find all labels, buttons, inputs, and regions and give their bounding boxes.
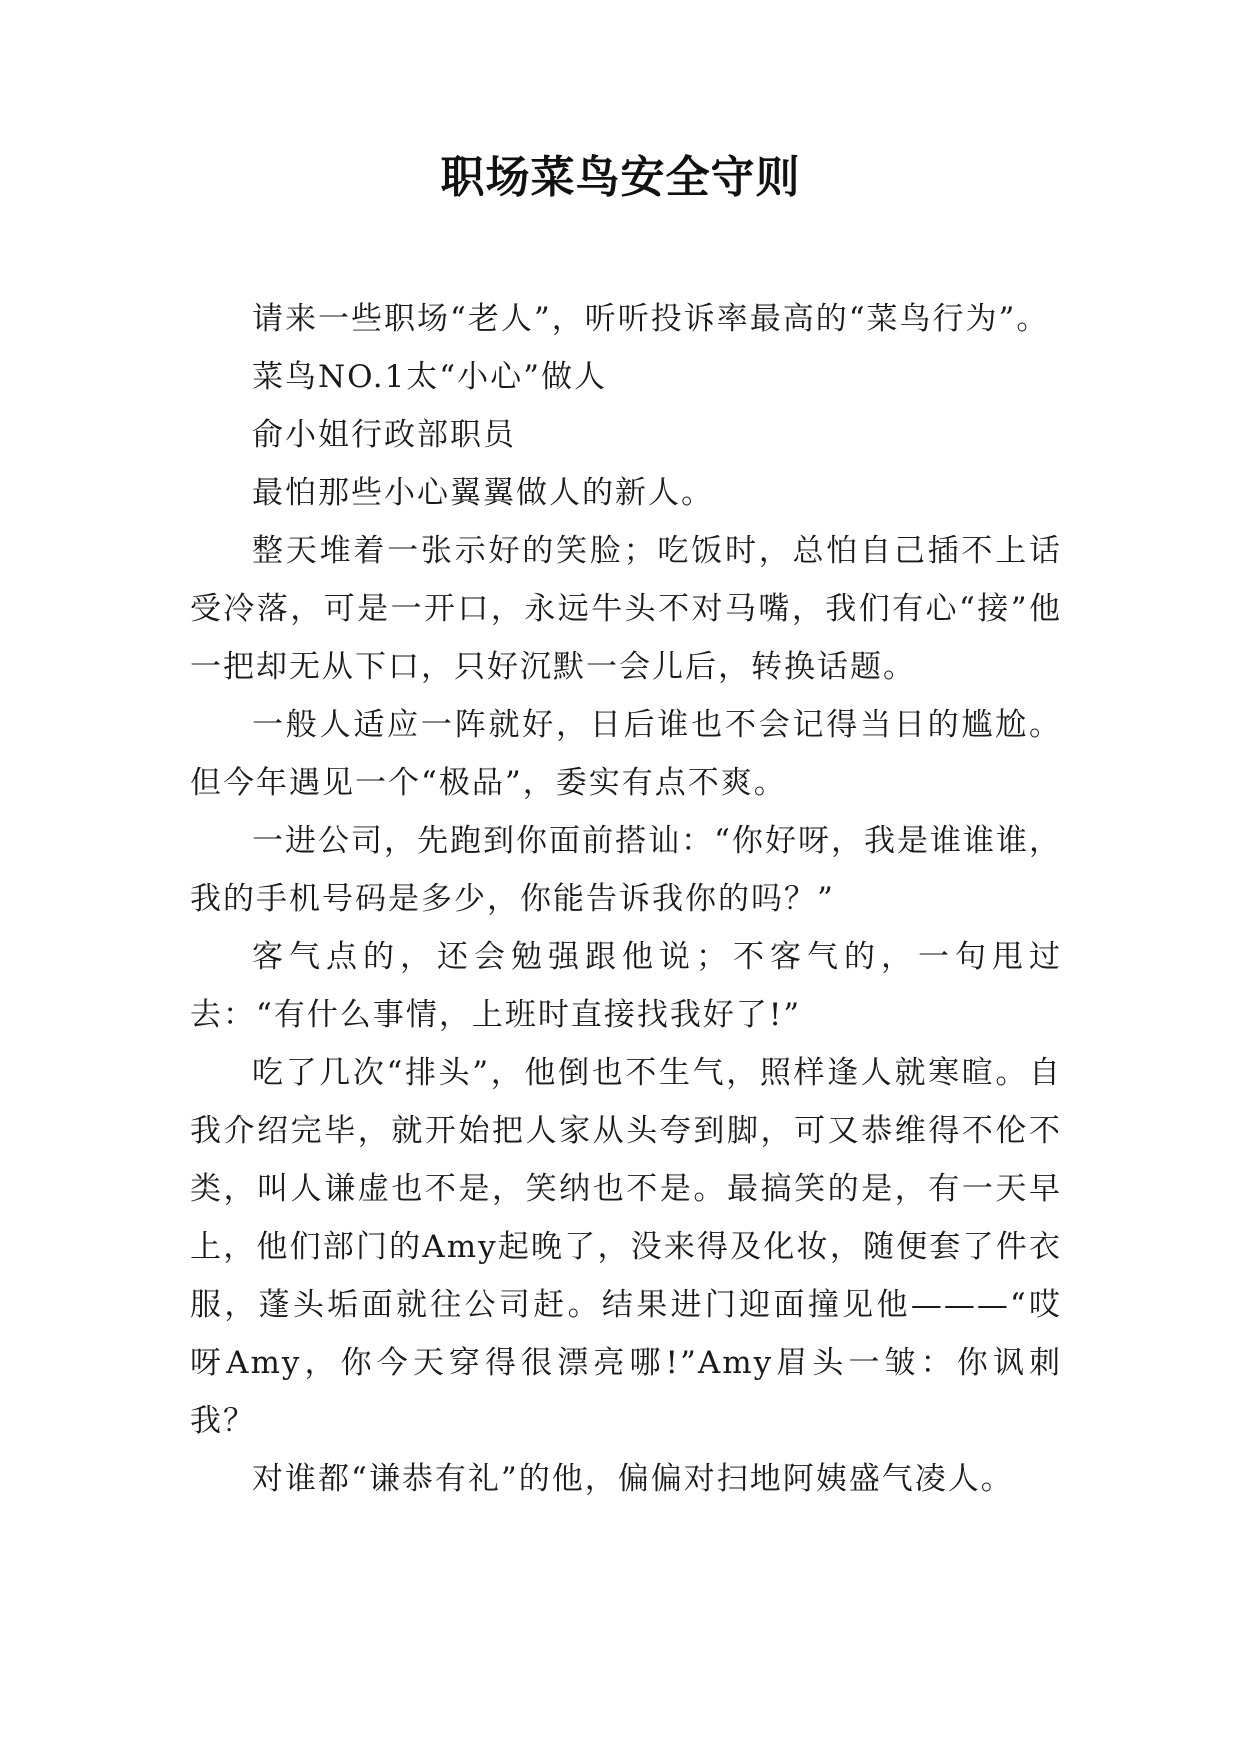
paragraph: 俞小姐行政部职员 [252,417,516,453]
document-body [190,290,1062,1508]
paragraph: 请来一些职场“老人”，听听投诉率最高的“菜鸟行为”。 [252,301,1050,337]
paragraph: 对谁都“谦恭有礼”的他，偏偏对扫地阿姨盛气凌人。 [252,1461,1014,1497]
document-title: 职场菜鸟安全守则 [440,152,801,203]
paragraph: 菜鸟NO.1太“小心”做人 [252,359,607,395]
paragraph: 整天堆着一张示好的笑脸；吃饭时，总怕自己插不上话受冷落，可是一开口，永远牛头不对马嘴，我们有心“接”他一把却无从下口，只好沉默一会儿后，转换话题。 [190,533,1062,685]
paragraph: 客气点的，还会勉强跟他说；不客气的，一句甩过去：“有什么事情，上班时直接找我好了!” [190,939,1062,1033]
paragraph: 吃了几次“排头”，他倒也不生气，照样逢人就寒暄。自我介绍完毕，就开始把人家从头夸到脚，可又恭维得不伦不类，叫人谦虚也不是，笑纳也不是。最搞笑的是，有一天早上，他们部门的Amy起晚了，没来得及化妆，随便套了件衣服，蓬头垢面就往公司赶。结果进门迎面撞见他———“哎呀Amy，你今天穿得很漂亮哪!”Amy眉头一皱：你讽刺我？ [190,1055,1062,1439]
paragraph: 一般人适应一阵就好，日后谁也不会记得当日的尴尬。但今年遇见一个“极品”，委实有点不爽。 [190,707,1062,801]
paragraph: 最怕那些小心翼翼做人的新人。 [252,475,714,511]
paragraph: 一进公司，先跑到你面前搭讪：“你好呀，我是谁谁谁，我的手机号码是多少，你能告诉我你的吗？” [190,823,1062,917]
